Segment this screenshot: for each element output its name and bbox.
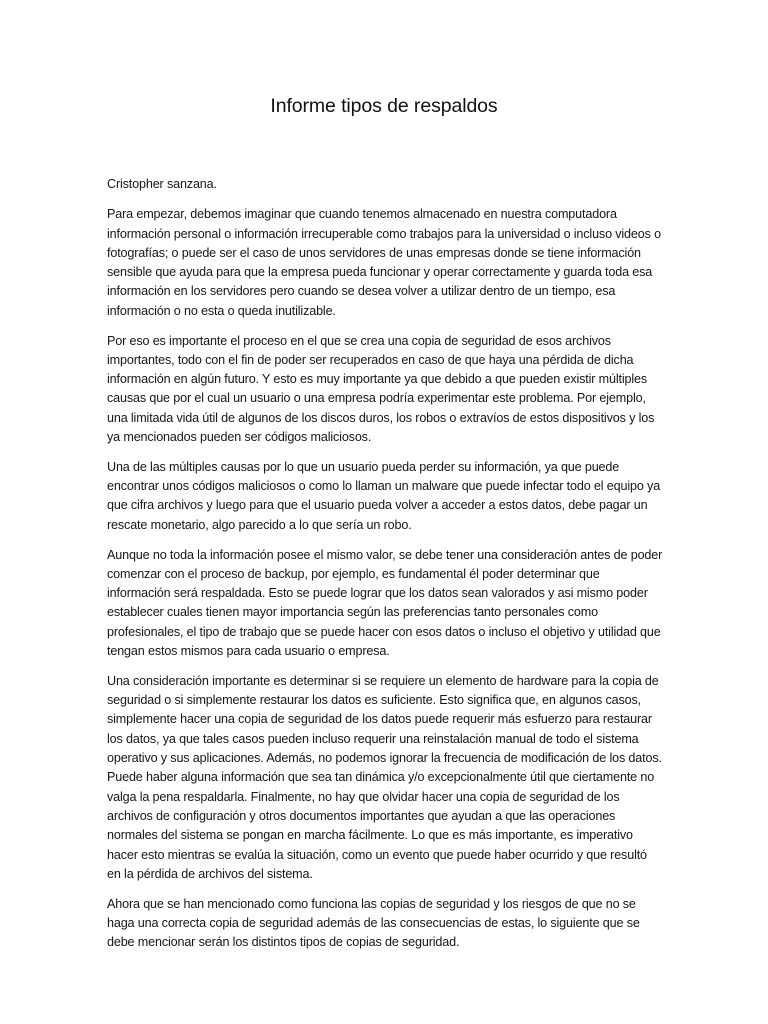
paragraph-5: Una consideración importante es determinar si se requiere un elemento de hardware para la copia de seguridad o si simplemente restaurar los datos es suficiente. Esto significa que, en algunos casos, simplemente hacer una copia de seguridad de los datos puede requerir más esfuerzo para restaurar los datos, ya que tales casos pueden incluso requerir una reinstalación manual de todo el sistema operativo y sus aplicaciones. Además, no podemos ignorar la frecuencia de modificación de los datos. Puede haber alguna información que sea tan dinámica y/o excepcionalmente útil que ciertamente no valga la pena respaldarla. Finalmente, no hay que olvidar hacer una copia de seguridad de los archivos de configuración y otros documentos importantes que ayudan a que las operaciones normales del sistema se pongan en marcha fácilmente. Lo que es más importante, es imperativo hacer esto mientras se evalúa la situación, como un evento que puede haber ocurrido y que resultó en la pérdida de archivos del sistema. bbox=[107, 673, 662, 881]
paragraph-6: Ahora que se han mencionado como funciona las copias de seguridad y los riesgos de que no se haga una correcta copia de seguridad además de las consecuencias de estas, lo siguiente que se debe mencionar serán los distintos tipos de copias de seguridad. bbox=[107, 896, 640, 950]
paragraph-3: Una de las múltiples causas por lo que un usuario pueda perder su información, ya que puede encontrar unos códigos maliciosos o como lo llaman un malware que puede infectar todo el equipo ya que cifra archivos y luego para que el usuario pueda volver a acceder a estos datos, debe pagar un rescate monetario, algo parecido a lo que sería un robo. bbox=[107, 459, 661, 532]
paragraph-1: Para empezar, debemos imaginar que cuando tenemos almacenado en nuestra computadora información personal o información irrecuperable como trabajos para la universidad o incluso videos o fotografías; o puede ser el caso de unos servidores de unas empresas donde se tiene información sensible que ayuda para que la empresa pueda funcionar y operar correctamente y guarda toda esa información en los servidores pero cuando se desea volver a utilizar dentro de un tiempo, esa información o no esta o queda inutilizable. bbox=[107, 207, 661, 318]
paragraph-2: Por eso es importante el proceso en el que se crea una copia de seguridad de esos archivos importantes, todo con el fin de poder ser recuperados en caso de que haya una pérdida de dicha información en algún futuro. Y esto es muy importante ya que debido a que pueden existir múltiples causas que por el cual un usuario o una empresa podría experimentar este problema. Por ejemplo, una limitada vida útil de algunos de los discos duros, los robos o extravíos de estos dispositivos y los ya mencionados pueden ser códigos maliciosos. bbox=[107, 333, 655, 445]
paragraph-4: Aunque no toda la información posee el mismo valor, se debe tener una consideración antes de poder comenzar con el proceso de backup, por ejemplo, es fundamental él poder determinar que información será respaldada. Esto se puede lograr que los datos sean valorados y asi mismo poder establecer cuales tienen mayor importancia según las preferencias tanto personales como profesionales, el tipo de trabajo que se puede hacer con esos datos o incluso el objetivo y utilidad que tengan estos mismos para cada usuario o empresa. bbox=[107, 547, 663, 659]
author-name: Cristopher sanzana. bbox=[107, 177, 217, 191]
document-body bbox=[107, 175, 663, 963]
document-title: Informe tipos de respaldos bbox=[270, 95, 498, 117]
